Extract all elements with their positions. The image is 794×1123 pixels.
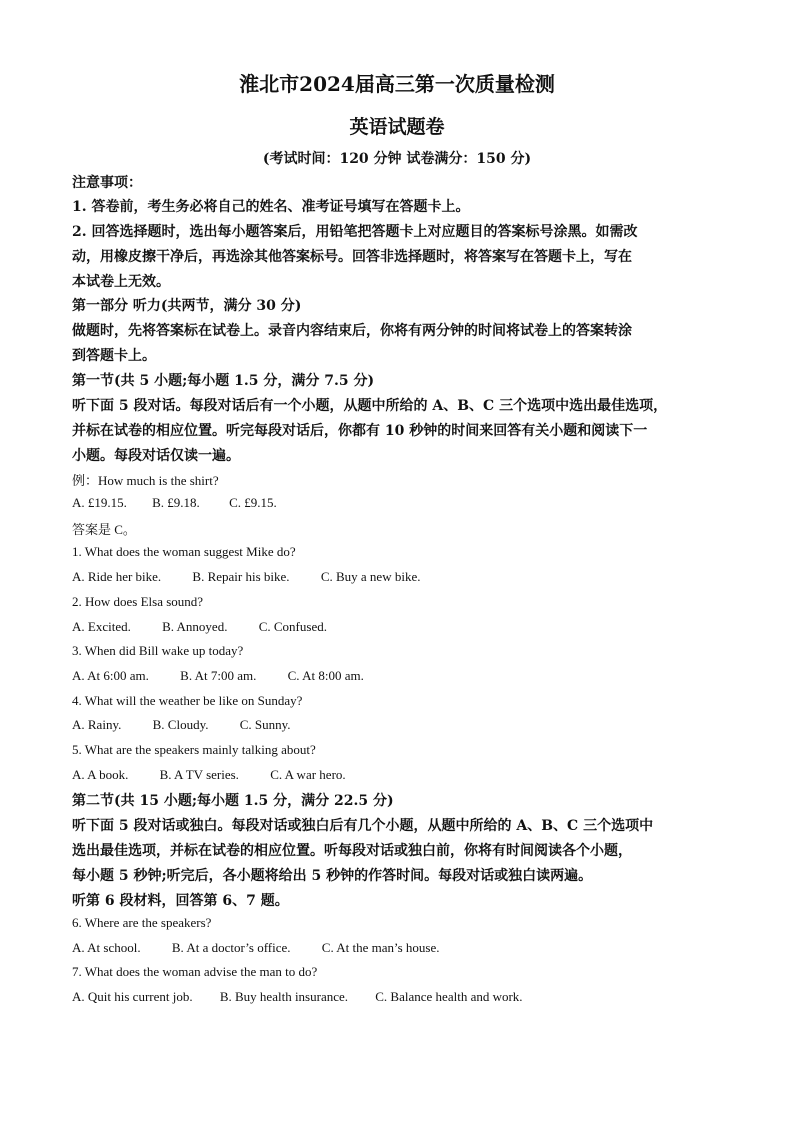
part1-desc-line-1: 做题时，先将答案标在试卷上。录音内容结束后，你将有两分钟的时间将试卷上的答案转涂 bbox=[72, 323, 632, 339]
option-c: C. At 8:00 am. bbox=[287, 668, 364, 683]
option-b: B. Buy health insurance. bbox=[219, 989, 349, 1004]
notes-item-2-line-2: 动，用橡皮擦干净后，再选涂其他答案标号。回答非选择题时，将答案写在答题卡上，写在 bbox=[72, 249, 632, 265]
option-a: A. At school. bbox=[72, 940, 141, 955]
exam-title: 淮北市2024届高三第一次质量检测 bbox=[239, 72, 555, 96]
option-a: A. Ride her bike. bbox=[72, 569, 162, 584]
option-a: A. A book. bbox=[72, 767, 129, 782]
section2-desc-line-2: 选出最佳选项，并标在试卷的相应位置。听每段对话或独白前，你将有时间阅读各个小题， bbox=[72, 843, 632, 859]
question-1: 1. What does the woman suggest Mike do? bbox=[72, 544, 296, 559]
question-3: 3. When did Bill wake up today? bbox=[72, 643, 244, 658]
option-c: C. Buy a new bike. bbox=[320, 569, 421, 584]
section2-desc-line-3: 每小题 5 秒钟;听完后，各小题将给出 5 秒钟的作答时间。每段对话或独白读两遍。 bbox=[72, 868, 593, 884]
option-c: C. At the man’s house. bbox=[321, 940, 440, 955]
option-b: B. Repair his bike. bbox=[192, 569, 290, 584]
option-a: A. Rainy. bbox=[72, 717, 122, 732]
part1-heading: 第一部分 听力(共两节，满分 30 分) bbox=[72, 298, 302, 314]
option-c: C. Balance health and work. bbox=[375, 989, 523, 1004]
question-3-options bbox=[72, 668, 364, 684]
question-7-options bbox=[72, 989, 523, 1005]
exam-info: (考试时间：120 分钟 试卷满分：150 分) bbox=[262, 151, 532, 167]
question-6-options bbox=[72, 940, 440, 956]
notes-item-2-line-1: 2. 回答选择题时，选出每小题答案后，用铅笔把答题卡上对应题目的答案标号涂黑。如需改 bbox=[72, 224, 638, 240]
option-b: B. At a doctor’s office. bbox=[171, 940, 291, 955]
exam-subtitle: 英语试题卷 bbox=[349, 116, 445, 138]
option-c: C. £9.15. bbox=[229, 495, 277, 510]
option-b: B. Cloudy. bbox=[152, 717, 209, 732]
section1-desc-line-1: 听下面 5 段对话。每段对话后有一个小题，从题中所给的 A、B、C 三个选项中选出最佳选项， bbox=[72, 398, 668, 414]
material-6-heading: 听第 6 段材料，回答第 6、7 题。 bbox=[72, 893, 289, 909]
question-7: 7. What does the woman advise the man to do? bbox=[72, 964, 318, 979]
part1-desc-line-2: 到答题卡上。 bbox=[72, 348, 156, 364]
example-options bbox=[72, 495, 277, 511]
section2-heading: 第二节(共 15 小题;每小题 1.5 分，满分 22.5 分) bbox=[72, 793, 394, 809]
option-b: B. A TV series. bbox=[159, 767, 239, 782]
question-2: 2. How does Elsa sound? bbox=[72, 594, 204, 609]
notes-heading: 注意事项： bbox=[72, 175, 142, 191]
option-a: A. At 6:00 am. bbox=[72, 668, 149, 683]
question-4-options bbox=[72, 717, 291, 733]
option-b: B. £9.18. bbox=[152, 495, 200, 510]
option-a: A. Quit his current job. bbox=[72, 989, 193, 1004]
option-a: A. £19.15. bbox=[72, 495, 127, 510]
option-c: C. Confused. bbox=[258, 619, 327, 634]
question-5: 5. What are the speakers mainly talking about? bbox=[72, 742, 316, 757]
example-question: 例：How much is the shirt? bbox=[72, 473, 219, 488]
question-2-options bbox=[72, 619, 327, 635]
question-6: 6. Where are the speakers? bbox=[72, 915, 212, 930]
option-b: B. Annoyed. bbox=[162, 619, 228, 634]
option-c: C. A war hero. bbox=[270, 767, 346, 782]
example-answer: 答案是 C。 bbox=[72, 522, 136, 537]
section1-desc-line-3: 小题。每段对话仅读一遍。 bbox=[72, 448, 240, 464]
option-a: A. Excited. bbox=[72, 619, 131, 634]
notes-item-2-line-3: 本试卷上无效。 bbox=[72, 274, 170, 290]
section1-desc-line-2: 并标在试卷的相应位置。听完每段对话后，你都有 10 秒钟的时间来回答有关小题和阅读下一 bbox=[72, 423, 648, 439]
option-c: C. Sunny. bbox=[239, 717, 291, 732]
question-1-options bbox=[72, 569, 420, 585]
section2-desc-line-1: 听下面 5 段对话或独白。每段对话或独白后有几个小题，从题中所给的 A、B、C 三个选项中 bbox=[72, 818, 654, 834]
section1-heading: 第一节(共 5 小题;每小题 1.5 分，满分 7.5 分) bbox=[72, 373, 375, 389]
notes-item-1: 1. 答卷前，考生务必将自己的姓名、准考证号填写在答题卡上。 bbox=[72, 199, 470, 215]
option-b: B. At 7:00 am. bbox=[180, 668, 257, 683]
question-5-options bbox=[72, 767, 346, 783]
question-4: 4. What will the weather be like on Sunday? bbox=[72, 693, 303, 708]
